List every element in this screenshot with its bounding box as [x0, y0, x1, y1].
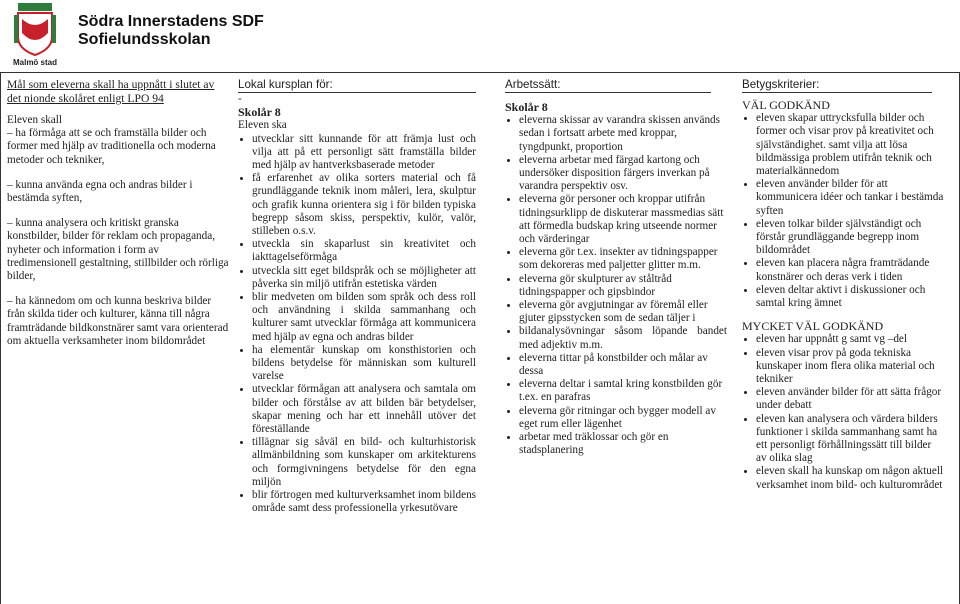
list-item: • utveckla sin skaparlust sin kreativitet och iakttagelseförmåga: [252, 238, 476, 264]
local-plan-dash: -: [238, 93, 242, 105]
list-item: • eleverna gör avgjutningar av föremål eller gjuter gipsstycken som de sedan täljer i: [519, 299, 727, 325]
malmo-stad-logo-icon: [8, 3, 62, 67]
list-item: • eleverna gör ritningar och bygger modell av eget rum eller lägenhet: [519, 405, 727, 431]
list-item: • eleven använder bilder för att kommunicera idéer och tankar i bestämda syften: [756, 178, 944, 218]
list-item: • eleven skapar uttrycksfulla bilder och former och visar prov på kreativitet och självständighet. samt vilja att lösa bildmässiga problem utifrån teknik och materialkännedom: [756, 112, 944, 178]
local-plan-intro: Eleven ska: [238, 119, 287, 132]
local-plan-heading: Lokal kursplan för:: [238, 78, 476, 93]
list-item: • eleven visar prov på goda tekniska kunskaper inom flera olika material och tekniker: [756, 347, 944, 387]
list-item: • eleven kan placera några framträdande konstnärer och deras verk i tiden: [756, 257, 944, 283]
list-item: • eleverna skissar av varandra skissen används sedan i fortsatt arbete med kroppar, tyngdpunkt, proportion: [519, 114, 727, 154]
list-item: • bildanalysövningar såsom löpande bandet med adjektiv m.m.: [519, 325, 727, 351]
list-item: • blir medveten om bilden som språk och dess roll och användning i skilda sammanhang och kulturer samt utvecklar förmåga att kommunicera med hjälp av egna och andras bilder: [252, 291, 476, 344]
column-goals: [7, 78, 229, 348]
list-item: • utveckla sitt eget bildspråk och se möjligheter att påverka sin miljö utifrån estetiska värden: [252, 265, 476, 291]
goals-intro: Eleven skall: [7, 114, 62, 126]
school-line-1: Södra Innerstadens SDF: [78, 13, 264, 30]
list-item: • utvecklar förmågan att analysera och samtala om bilder och förstålse av att bilden bär betydelser, skapar mening och har ett innehåll utöver det föreställande: [252, 383, 476, 436]
goal-item: – kunna använda egna och andras bilder i bestämda syften,: [7, 178, 193, 205]
list-item: • blir förtrogen med kulturverksamhet inom bildens område samt dess professionella yrkesutövare: [252, 489, 476, 515]
list-item: • eleverna gör t.ex. insekter av tidningspapper som dekoreras med paljetter glitter m.m.: [519, 246, 727, 272]
local-plan-subheading: Skolår 8: [238, 105, 281, 120]
list-item: • eleven tolkar bilder självständigt och förstår grundläggande begrepp inom bildområdet: [756, 218, 944, 258]
list-item: • eleverna arbetar med färgad kartong och undersöker disposition färgers inverkan på varandra perspektiv osv.: [519, 154, 727, 194]
list-item: • tillägnar sig såväl en bild- och kulturhistorisk allmänbildning som kunskaper om arkitekturens och formgivningens betydelse för den egna miljön: [252, 436, 476, 489]
school-name: [78, 13, 264, 49]
methods-subheading: Skolår 8: [505, 100, 548, 114]
vg-list: [742, 112, 944, 310]
list-item: • eleverna deltar i samtal kring konstbilden gör t.ex. en parafras: [519, 378, 727, 404]
list-item: • eleverna gör skulpturer av ståltråd tidningspapper och gipsbindor: [519, 273, 727, 299]
methods-heading: Arbetssätt:: [505, 78, 711, 93]
local-plan-list: [238, 133, 476, 516]
column-methods: [505, 78, 727, 457]
goal-item: – ha förmåga att se och framställa bilder och former med hjälp av traditionella och moderna metoder och tekniker,: [7, 127, 216, 166]
goal-item: – kunna analysera och kritiskt granska konstbilder, bilder för reklam och propaganda, nyheter och information i form av tredimensionell gestaltning, stillbilder och rörliga bilder,: [7, 217, 229, 283]
mvg-heading: MYCKET VÄL GODKÄND: [742, 319, 884, 334]
list-item: • ha elementär kunskap om konsthistorien och bildens betydelse för människan som kulturell varelse: [252, 344, 476, 384]
list-item: • arbetar med träklossar och gör en stadsplanering: [519, 431, 727, 457]
school-line-2: Sofielundsskolan: [78, 31, 211, 48]
goals-heading: Mål som eleverna skall ha uppnått i slutet av det nionde skolåret enligt LPO 94: [7, 78, 215, 105]
mvg-list: [742, 333, 944, 491]
list-item: • eleven använder bilder för att sätta frågor under debatt: [756, 386, 944, 412]
list-item: • eleven skall ha kunskap om någon aktuell verksamhet inom bild- och kulturområdet: [756, 465, 944, 491]
page-header: [0, 0, 960, 70]
criteria-heading: Betygskriterier:: [742, 78, 932, 93]
methods-list: [505, 114, 727, 457]
list-item: • eleven deltar aktivt i diskussioner och samtal kring ämnet: [756, 284, 944, 310]
list-item: • eleverna tittar på konstbilder och målar av dessa: [519, 352, 727, 378]
vg-heading: VÄL GODKÄND: [742, 98, 830, 112]
list-item: • få erfarenhet av olika sorters material och få grundläggande teknik inom måleri, lera, skulptur och grafik kunna orientera sig i för bilden typiska begrepp såsom skiss, perspektiv, kulör, valör, stilleben o.s.v.: [252, 172, 476, 238]
column-criteria: [742, 78, 944, 492]
goal-item: – ha kännedom om och kunna beskriva bilder från skilda tider och kulturer, känna till några framträdande bildkonstnärer samt vara orienterad om aktuella verksamheter inom bildområdet: [7, 295, 229, 347]
column-local-plan: [238, 78, 476, 516]
list-item: • eleven kan analysera och värdera bilders funktioner i skilda sammanhang samt ha ett personligt förhållningssätt till bilder av olika slag: [756, 413, 944, 466]
list-item: • eleverna gör personer och kroppar utifrån tidningsurklipp de diskuterar massmedias sätt att förmedla budskap kring utseende normer och värderingar: [519, 193, 727, 246]
logo-text: Malmö stad: [12, 58, 58, 67]
list-item: • eleven har uppnått g samt vg –del: [756, 333, 944, 346]
list-item: • utvecklar sitt kunnande för att främja lust och vilja att på ett personligt sätt framställa bilder med hjälp av hantverksbaserade metoder: [252, 133, 476, 173]
